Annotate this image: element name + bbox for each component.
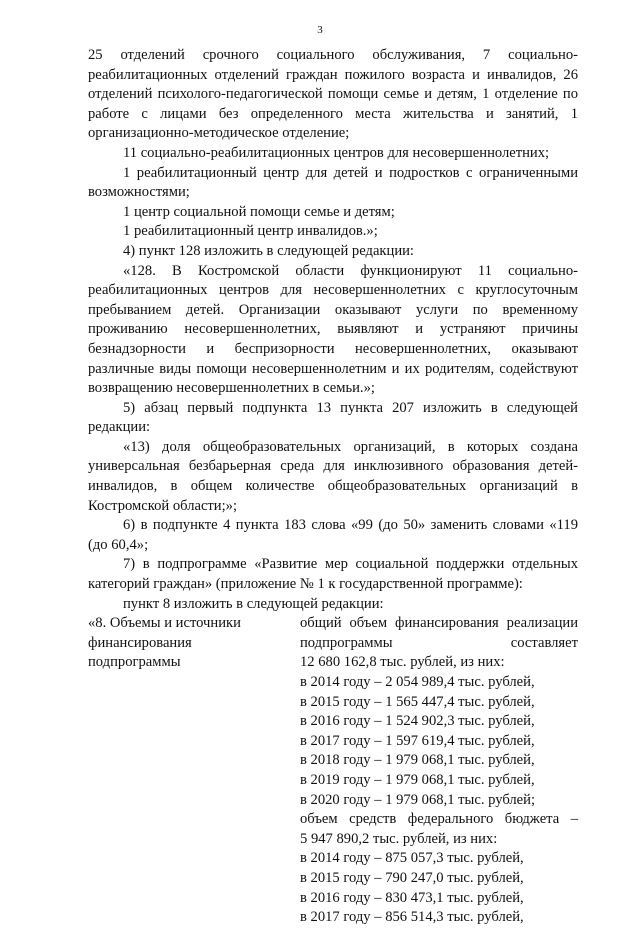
paragraph-family-center: 1 центр социальной помощи семье и детям; [123,203,395,220]
document-body [88,46,578,928]
financing-table-label-column [88,614,300,928]
paragraph-rehab-center-children: 1 реабилитационный центр для детей и подростков с ограниченными возможностями; [88,164,578,201]
federal-year-row: в 2014 году – 875 057,3 тыс. рублей, [300,850,524,867]
financing-year-row: в 2019 году – 1 979 068,1 тыс. рублей, [300,771,535,788]
paragraph-item-7: 7) в подпрограмме «Развитие мер социальной поддержки отдельных категорий граждан» (приложение № 1 к государственной программе): [88,556,578,593]
financing-total-heading: общий объем финансирования реализации [300,615,578,632]
financing-total-value: 12 680 162,8 тыс. рублей, из них: [300,654,505,671]
financing-year-row: в 2018 году – 1 979 068,1 тыс. рублей, [300,752,535,769]
financing-year-row: в 2015 году – 1 565 447,4 тыс. рублей, [300,693,535,710]
financing-year-row: в 2020 году – 1 979 068,1 тыс. рублей; [300,791,536,808]
financing-table-value-column [300,614,578,928]
financing-year-row: в 2016 году – 1 524 902,3 тыс. рублей, [300,713,535,730]
federal-budget-heading: объем средств федерального бюджета – [300,811,578,828]
federal-year-row: в 2015 году – 790 247,0 тыс. рублей, [300,869,524,886]
paragraph-item-6: 6) в подпункте 4 пункта 183 слова «99 (до 50» заменить словами «119 (до 60,4»; [88,517,578,553]
paragraph-item-8-intro: пункт 8 изложить в следующей редакции: [123,595,384,612]
paragraph-disabled-center: 1 реабилитационный центр инвалидов.»; [123,223,378,240]
financing-total-heading: подпрограммы составляет [300,634,578,651]
paragraph-departments: 25 отделений срочного социального обслуживания, 7 социально-реабилитационных отделений граждан пожилого возраста и инвалидов, 26 отделений психолого-педагогической помощи семье и детям, 1 отделение по работе с лицами без определенного места жительства и занятий, 1 организационно-методическое отделение; [88,47,578,142]
page-number: 3 [317,24,323,36]
financing-label-line: финансирования [88,634,192,651]
financing-year-row: в 2014 году – 2 054 989,4 тыс. рублей, [300,674,535,690]
federal-year-row: в 2017 году – 856 514,3 тыс. рублей, [300,909,524,926]
paragraph-item-4: 4) пункт 128 изложить в следующей редакции: [123,242,414,259]
paragraph-item-13: «13) доля общеобразовательных организаций, в которых создана универсальная безбарьерная среда для инклюзивного образования детей-инвалидов, в общем количестве общеобразовательных организаций в Костромской области;»; [88,438,578,514]
paragraph-item-5: 5) абзац первый подпункта 13 пункта 207 изложить в следующей редакции: [88,399,578,436]
financing-table [88,614,578,928]
financing-label-line: «8. Объемы и источники [88,615,241,632]
financing-label-line: подпрограммы [88,654,181,671]
financing-year-row: в 2017 году – 1 597 619,4 тыс. рублей, [300,732,535,749]
paragraph-rehab-centers-minors: 11 социально-реабилитационных центров для несовершеннолетних; [123,144,550,161]
federal-budget-total: 5 947 890,2 тыс. рублей, из них: [300,830,498,847]
federal-year-row: в 2016 году – 830 473,1 тыс. рублей, [300,889,524,906]
paragraph-item-128: «128. В Костромской области функционируют 11 социально-реабилитационных центров для несовершеннолетних с круглосуточным пребыванием детей. Организации оказывают услуги по временному проживанию несовершеннолетних, выявляют и устраняют причины безнадзорности и беспризорности несовершеннолетних, оказывают различные виды помощи несовершеннолетним и их родителям, содействуют возвращению несовершеннолетних в семьи.»; [88,262,578,397]
